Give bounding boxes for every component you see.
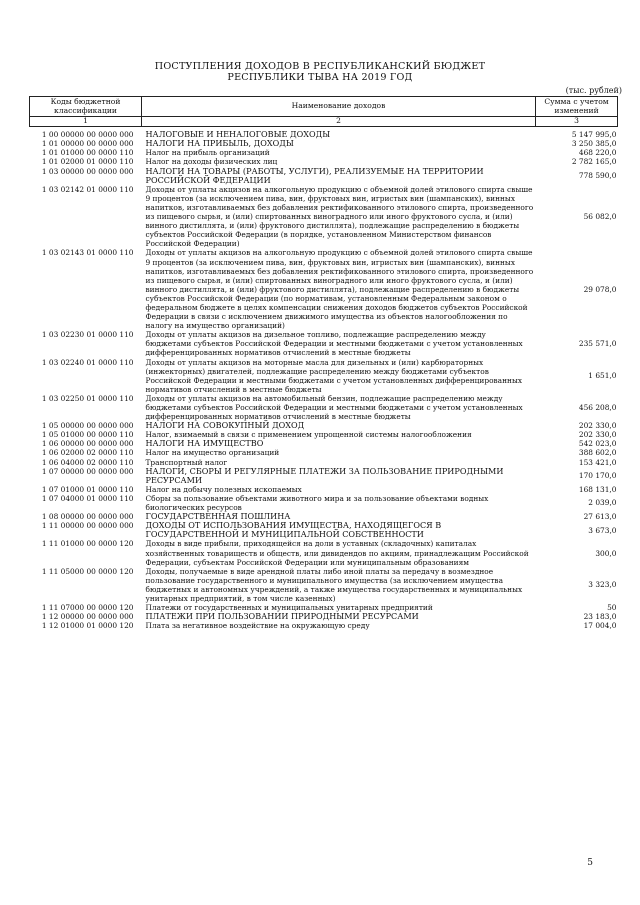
row-code: 1 11 05000 00 0000 120	[41, 566, 134, 576]
row-name: НАЛОГИ НА ТОВАРЫ (РАБОТЫ, УСЛУГИ), РЕАЛИЗУЕМЫЕ НА ТЕРРИТОРИИ РОССИЙСКОЙ ФЕДЕРАЦИИ	[145, 165, 484, 185]
row-name: НАЛОГОВЫЕ И НЕНАЛОГОВЫЕ ДОХОДЫ	[145, 129, 331, 140]
row-name: НАЛОГИ НА ПРИБЫЛЬ, ДОХОДЫ	[145, 138, 294, 149]
table-row	[30, 521, 618, 539]
row-amount: 3 323,0	[588, 580, 617, 590]
row-name: Налог на доходы физических лиц	[145, 157, 278, 167]
row-amount: 56 082,0	[583, 212, 617, 222]
table-row	[30, 248, 618, 330]
row-name: Налог на имущество организаций	[145, 448, 280, 458]
row-amount: 300,0	[595, 548, 617, 558]
row-code: 1 07 00000 00 0000 000	[41, 466, 134, 476]
row-name: НАЛОГИ НА ИМУЩЕСТВО	[145, 438, 264, 449]
table-header	[30, 97, 618, 127]
column-number-1: 1	[30, 117, 142, 127]
row-code: 1 03 02250 01 0000 110	[41, 393, 134, 403]
row-amount: 17 004,0	[583, 621, 617, 631]
table-row	[30, 621, 618, 630]
row-code: 1 01 00000 00 0000 000	[41, 139, 134, 149]
row-code: 1 06 02000 02 0000 110	[41, 448, 134, 458]
row-code: 1 12 01000 01 0000 120	[41, 621, 134, 631]
table-row	[30, 139, 618, 148]
row-code: 1 05 01000 00 0000 110	[41, 430, 134, 440]
table-row	[30, 421, 618, 430]
row-amount: 456 208,0	[578, 403, 617, 412]
title-line-2: РЕСПУБЛИКИ ТЫВА НА 2019 ГОД	[227, 72, 413, 83]
table-body	[30, 127, 618, 631]
row-amount: 468 220,0	[578, 148, 617, 158]
table-row	[30, 430, 618, 439]
row-name: Доходы в виде прибыли, приходящейся на доли в уставных (складочных) капиталах хозяйственных товариществ и обществ, или дивидендов по акциям, принадлежащим Российской Федерации, субъектам Российской Федерации или муниципальным образованиям	[145, 539, 529, 567]
row-name: Налог, взимаемый в связи с применением упрощенной системы налогообложения	[145, 430, 472, 440]
revenue-table	[29, 96, 618, 630]
row-name: ДОХОДЫ ОТ ИСПОЛЬЗОВАНИЯ ИМУЩЕСТВА, НАХОДЯЩЕГОСЯ В ГОСУДАРСТВЕННОЙ И МУНИЦИПАЛЬНОЙ СОБСТВЕННОСТИ	[145, 520, 442, 540]
row-amount: 3 250 385,0	[571, 139, 617, 149]
row-name: Платежи от государственных и муниципальных унитарных предприятий	[145, 603, 433, 613]
row-amount: 23 183,0	[583, 612, 617, 622]
row-code: 1 07 04000 01 0000 110	[41, 493, 134, 503]
table-row	[30, 127, 618, 140]
row-code: 1 11 00000 00 0000 000	[41, 521, 134, 531]
row-code: 1 06 00000 00 0000 000	[41, 439, 134, 449]
table-row	[30, 358, 618, 394]
row-name: Транспортный налог	[145, 457, 228, 467]
row-name: Доходы от уплаты акцизов на алкогольную продукцию с объемной долей этилового спирта свыше 9 процентов (за исключением пива, вин, фруктовых вин, игристых вин (шампанских), винных напитков, изготавливаемых без добавления ректификованного этилового спирта, произведенного из пищевого сырья, и (или) спиртованных виноградного или иного фруктового сусла, и (или) винного дистиллята, и (или) фруктового дистиллята), подлежащие распределению в бюджеты субъектов Российской Федерации (по нормативам, установленным Федеральным законом о федеральном бюджете в целях компенсации снижения доходов бюджетов субъектов Российской Федерации в связи с исключением движимого имущества из объектов налогообложения по налогу на имущество организаций)	[145, 248, 534, 331]
row-code: 1 06 04000 02 0000 110	[41, 457, 134, 467]
row-amount: 29 078,0	[583, 284, 617, 294]
table-row	[30, 485, 618, 494]
row-amount: 542 023,0	[578, 439, 617, 449]
row-amount: 27 613,0	[583, 512, 617, 522]
row-amount: 2 782 165,0	[571, 157, 617, 167]
row-amount: 235 571,0	[578, 339, 617, 349]
row-amount: 168 131,0	[578, 484, 617, 494]
row-code: 1 03 02143 01 0000 110	[41, 248, 134, 258]
header-amount: Сумма с учетом изменений	[536, 97, 618, 117]
header-code: Коды бюджетной классификации	[30, 97, 142, 117]
document-title	[0, 61, 640, 83]
row-amount: 170 170,0	[578, 471, 617, 481]
table-row	[30, 330, 618, 357]
row-code: 1 11 07000 00 0000 120	[41, 603, 134, 613]
table-row	[30, 394, 618, 421]
row-code: 1 11 01000 00 0000 120	[41, 539, 134, 549]
row-code: 1 07 01000 01 0000 110	[41, 484, 134, 494]
row-code: 1 03 00000 00 0000 000	[41, 166, 134, 176]
row-name: Налог на прибыль организаций	[145, 148, 270, 158]
row-name: ГОСУДАРСТВЕННАЯ ПОШЛИНА	[145, 511, 291, 522]
row-name: Доходы от уплаты акцизов на моторные масла для дизельных и (или) карбюраторных (инжекторных) двигателей, подлежащие распределению между бюджетами субъектов Российской Федерации и местными бюджетами с учетом установленных дифференцированных нормативов отчислений в местные бюджеты	[145, 357, 522, 394]
table-row	[30, 148, 618, 157]
table-row	[30, 439, 618, 448]
row-amount: 153 421,0	[578, 457, 617, 467]
row-name: ПЛАТЕЖИ ПРИ ПОЛЬЗОВАНИИ ПРИРОДНЫМИ РЕСУРСАМИ	[145, 611, 419, 622]
row-name: Доходы от уплаты акцизов на алкогольную продукцию с объемной долей этилового спирта свыше 9 процентов (за исключением пива, вин, фруктовых вин, игристых вин (шампанских), винных напитков, изготавливаемых без добавления ректификованного этилового спирта, произведенного из пищевого сырья, и (или) спиртованных виноградного или иного фруктового сусла, и (или) винного дистиллята, и (или) фруктового дистиллята), подлежащие распределению в бюджеты субъектов Российской Федерации (в порядке, установленном Министерством финансов Российской Федерации)	[145, 184, 534, 249]
row-code: 1 08 00000 00 0000 000	[41, 512, 134, 522]
row-amount: 5 147 995,0	[571, 130, 617, 140]
row-name: Налог на добычу полезных ископаемых	[145, 484, 302, 494]
row-code: 1 05 00000 00 0000 000	[41, 421, 134, 431]
table-row	[30, 612, 618, 621]
row-amount: 778 590,0	[578, 171, 617, 181]
row-name: НАЛОГИ НА СОВОКУПНЫЙ ДОХОД	[145, 420, 305, 431]
table-row	[30, 539, 618, 566]
row-code: 1 03 02230 01 0000 110	[41, 330, 134, 340]
row-name: НАЛОГИ, СБОРЫ И РЕГУЛЯРНЫЕ ПЛАТЕЖИ ЗА ПОЛЬЗОВАНИЕ ПРИРОДНЫМИ РЕСУРСАМИ	[145, 465, 504, 485]
row-amount: 1 651,0	[588, 371, 617, 381]
row-name: Доходы, получаемые в виде арендной платы либо иной платы за передачу в возмездное пользование государственного и муниципального имущества (за исключением имущества бюджетных и автономных учреждений, а также имущества государственных и муниципальных унитарных предприятий, в том числе казенных)	[145, 566, 523, 603]
row-amount: 3 673,0	[588, 525, 617, 535]
row-code: 1 03 02142 01 0000 110	[41, 184, 134, 194]
row-name: Сборы за пользование объектами животного мира и за пользование объектами водных биологических ресурсов	[145, 493, 489, 513]
row-code: 1 03 02240 01 0000 110	[41, 357, 134, 367]
row-code: 1 01 02000 01 0000 110	[41, 157, 134, 167]
row-name: Доходы от уплаты акцизов на дизельное топливо, подлежащие распределению между бюджетами субъектов Российской Федерации и местными бюджетами с учетом установленных дифференцированных нормативов отчислений в местные бюджеты	[145, 330, 523, 358]
column-number-2: 2	[142, 117, 536, 127]
column-number-3: 3	[536, 117, 618, 127]
row-amount: 202 330,0	[578, 430, 617, 440]
row-amount: 50	[607, 603, 617, 613]
row-code: 1 12 00000 00 0000 000	[41, 612, 134, 622]
page-number: 5	[587, 858, 593, 868]
table-row	[30, 448, 618, 457]
table-row	[30, 567, 618, 603]
title-line-1: ПОСТУПЛЕНИЯ ДОХОДОВ В РЕСПУБЛИКАНСКИЙ БЮДЖЕТ	[154, 61, 486, 72]
table-row	[30, 185, 618, 249]
header-name: Наименование доходов	[142, 97, 536, 117]
row-code: 1 01 01000 00 0000 110	[41, 148, 134, 158]
unit-label: (тыс. рублей)	[565, 86, 622, 95]
row-name: Плата за негативное воздействие на окружающую среду	[145, 621, 370, 631]
row-amount: 388 602,0	[578, 448, 617, 458]
table-row	[30, 167, 618, 185]
row-name: Доходы от уплаты акцизов на автомобильный бензин, подлежащие распределению между бюджетами субъектов Российской Федерации и местными бюджетами с учетом установленных дифференцированных нормативов отчислений в местные бюджеты	[145, 393, 523, 422]
table-row	[30, 494, 618, 512]
row-amount: 2 039,0	[588, 498, 617, 508]
row-amount: 202 330,0	[578, 421, 617, 431]
table-row	[30, 467, 618, 485]
row-code: 1 00 00000 00 0000 000	[41, 130, 134, 140]
